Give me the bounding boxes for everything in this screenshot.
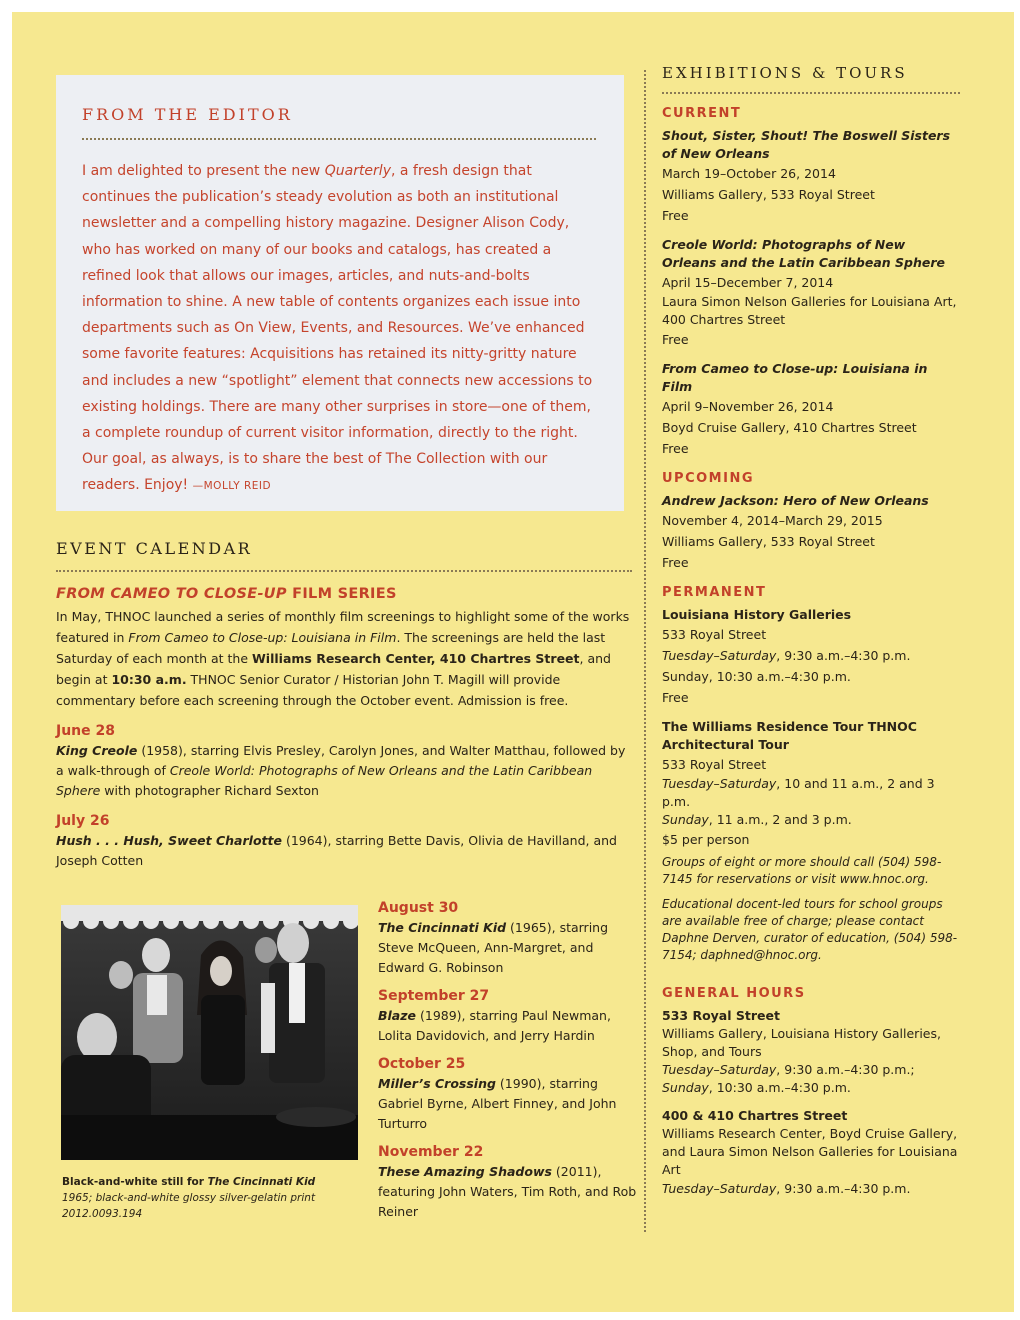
- exhibition-location: Williams Gallery, 533 Royal Street: [662, 187, 875, 202]
- permanent-title: The Williams Residence Tour THNOC Architectural Tour: [662, 719, 917, 752]
- permanent-hours-2: Sunday, 10:30 a.m.–4:30 p.m.: [662, 669, 851, 684]
- film-still-photo: [61, 905, 358, 1160]
- permanent-address: 533 Royal Street: [662, 757, 767, 772]
- exhibitions-heading: EXHIBITIONS & TOURS: [662, 64, 908, 82]
- intro-time: 10:30 a.m.: [111, 672, 187, 687]
- calendar-heading: EVENT CALENDAR: [56, 539, 253, 558]
- hours-location: 533 Royal Street: [662, 1008, 780, 1023]
- event-calendar: [56, 539, 632, 871]
- exhibition-title: [662, 360, 960, 396]
- hours-times: , 9:30 a.m.–4:30 p.m.;: [776, 1062, 915, 1077]
- exhibition-location: Laura Simon Nelson Galleries for Louisiana Art, 400 Chartres Street: [662, 294, 957, 327]
- event-description: [378, 1006, 640, 1046]
- film-still-image: [61, 905, 358, 1160]
- permanent-item: [662, 606, 960, 708]
- hours-times: , 9:30 a.m.–4:30 p.m.: [776, 648, 911, 663]
- intro-part-3: , and begin at: [56, 651, 611, 687]
- event-description: [378, 918, 640, 978]
- hours-desc: Williams Research Center, Boyd Cruise Gallery, and Laura Simon Nelson Galleries for Louisiana Art: [662, 1126, 958, 1177]
- event-description: [56, 741, 632, 801]
- hours-days: Tuesday–Saturday: [662, 776, 777, 791]
- groups-note: Groups of eight or more should call (504) 598-7145 for reservations or visit www.hnoc.org.: [662, 855, 942, 886]
- exhibition-title-text: From Cameo to Close-up: Louisiana in Film: [662, 361, 928, 394]
- event-text: (1989), starring Paul Newman, Lolita Davidovich, and Jerry Hardin: [378, 1008, 611, 1043]
- hours-line: [662, 1061, 960, 1079]
- event-text: (1965), starring Steve McQueen, Ann-Margret, and Edward G. Robinson: [378, 920, 609, 975]
- exhibition-dates: April 15–December 7, 2014: [662, 275, 834, 290]
- editor-body: [82, 158, 596, 500]
- later-events: [378, 896, 640, 1232]
- permanent-label: PERMANENT: [662, 585, 767, 600]
- exhibition-title: [662, 492, 960, 510]
- column-divider: [644, 70, 646, 1232]
- calendar-rule: [56, 570, 632, 572]
- exhibition-title-text: Andrew Jackson: Hero of New Orleans: [662, 493, 929, 508]
- exhibition-title: [662, 127, 960, 163]
- permanent-price: Free: [662, 690, 689, 705]
- event-text-2: with photographer Richard Sexton: [100, 783, 319, 798]
- event-film-title: These Amazing Shadows: [378, 1164, 552, 1179]
- exhibitions-column: [662, 64, 960, 1209]
- hours-times: , 10 and 11 a.m., 2 and 3 p.m.: [662, 776, 935, 809]
- editor-text-2: , a fresh design that continues the publication’s steady evolution as both an institutional newsletter and a compelling history magazine. Designer Alison Cody, who has worked on many of our books and catalogs, has created a refined look that allows our images, articles, and nuts-and-bolts information to shine. A new table of contents organizes each issue into departments such as On View, Events, and Resources. We’ve enhanced some favorite features: Acquisitions has retained its nitty-gritty nature and includes a new “spotlight” element that connects new accessions to existing holdings. There are many other surprises in store—one of them, a complete roundup of current visitor information, directly to the right. Our goal, as always, is to share the best of The Collection with our readers. Enjoy!: [82, 163, 593, 494]
- hours-item: [662, 1107, 960, 1199]
- editor-signature: —MOLLY REID: [192, 480, 272, 493]
- exhibition-price: Free: [662, 332, 689, 347]
- exhibition-title-text: Shout, Sister, Shout! The Boswell Sisters of New Orleans: [662, 128, 951, 161]
- hours-line-2: [662, 1079, 960, 1097]
- hours-days: Tuesday–Saturday: [662, 648, 777, 663]
- exhibition-price: Free: [662, 208, 689, 223]
- photo-caption: [62, 1174, 362, 1222]
- event-film-title: Hush . . . Hush, Sweet Charlotte: [56, 833, 282, 848]
- editor-heading: FROM THE EDITOR: [82, 105, 293, 124]
- exhibition-price: Free: [662, 441, 689, 456]
- caption-film-title: The Cincinnati Kid: [207, 1176, 316, 1188]
- event-description: [378, 1074, 640, 1134]
- event-description: [378, 1162, 640, 1222]
- hours-location: 400 & 410 Chartres Street: [662, 1108, 848, 1123]
- education-note: Educational docent-led tours for school groups are available free of charge; please contact Daphne Derven, curator of education, (504) 598-7154; daphned@hnoc.org.: [662, 897, 958, 962]
- event-text: (1964), starring Bette Davis, Olivia de Havilland, and Joseph Cotten: [56, 833, 617, 868]
- permanent-address: 533 Royal Street: [662, 627, 767, 642]
- exhibition-item: [662, 492, 960, 573]
- exhibition-title: [662, 236, 960, 272]
- editor-rule: [82, 138, 596, 140]
- exhibition-item: [662, 236, 960, 350]
- hours-item: [662, 1007, 960, 1097]
- event-film-title: The Cincinnati Kid: [378, 920, 507, 935]
- exhibition-item: [662, 127, 960, 226]
- general-hours-label: GENERAL HOURS: [662, 986, 806, 1001]
- exhibition-dates: April 9–November 26, 2014: [662, 399, 834, 414]
- intro-part-1: In May, THNOC launched a series of monthly film screenings to highlight some of the works featured in: [56, 609, 630, 645]
- exhibition-location: Boyd Cruise Gallery, 410 Chartres Street: [662, 420, 917, 435]
- hours-days: Sunday: [662, 1080, 709, 1095]
- permanent-item: [662, 718, 960, 964]
- exhibition-title-text: Creole World: Photographs of New Orleans and the Latin Caribbean Sphere: [662, 237, 946, 270]
- intro-italic: From Cameo to Close-up: Louisiana in Film: [128, 630, 397, 645]
- permanent-hours: [662, 775, 960, 811]
- series-title: [56, 586, 632, 602]
- event-film-title: Blaze: [378, 1008, 417, 1023]
- exhibition-item: [662, 360, 960, 459]
- hours-line: [662, 1179, 960, 1199]
- permanent-title: Louisiana History Galleries: [662, 607, 852, 622]
- exhibitions-rule: [662, 92, 960, 94]
- photo-illustration: [61, 905, 358, 1160]
- editor-box: [56, 75, 624, 511]
- event-film-title: King Creole: [56, 743, 138, 758]
- permanent-price: $5 per person: [662, 832, 750, 847]
- event-date: November 22: [378, 1144, 484, 1160]
- intro-part-2: . The screenings are held the last Saturday of each month at the: [56, 630, 606, 666]
- series-intro: [56, 606, 632, 711]
- editor-text-1: I am delighted to present the new: [82, 163, 325, 179]
- exhibition-dates: November 4, 2014–March 29, 2015: [662, 513, 883, 528]
- upcoming-label: UPCOMING: [662, 471, 754, 486]
- intro-part-4: THNOC Senior Curator / Historian John T. Magill will provide commentary before each screening through the October event. Admission is free.: [56, 672, 569, 708]
- hours-days: Sunday: [662, 812, 709, 827]
- hours-days: Tuesday–Saturday: [662, 1181, 777, 1196]
- event-date: September 27: [378, 988, 490, 1004]
- hours-times: , 9:30 a.m.–4:30 p.m.: [776, 1181, 911, 1196]
- hours-times: , 10:30 a.m.–4:30 p.m.: [708, 1080, 851, 1095]
- exhibition-price: Free: [662, 555, 689, 570]
- event-text: (1958), starring Elvis Presley, Carolyn Jones, and Walter Matthau, followed by a walk-through of: [56, 743, 626, 778]
- event-date: July 26: [56, 813, 110, 829]
- editor-quarterly: Quarterly: [324, 163, 391, 179]
- hours-days: Tuesday–Saturday: [662, 1062, 777, 1077]
- hours-times: , 11 a.m., 2 and 3 p.m.: [708, 812, 852, 827]
- current-label: CURRENT: [662, 106, 742, 121]
- exhibition-location: Williams Gallery, 533 Royal Street: [662, 534, 875, 549]
- event-description: [56, 831, 632, 871]
- series-title-italic: FROM CAMEO TO CLOSE-UP: [56, 586, 287, 602]
- event-date: August 30: [378, 900, 459, 916]
- caption-meta: 1965; black-and-white glossy silver-gelatin print: [62, 1192, 316, 1204]
- event-text: (1990), starring Gabriel Byrne, Albert Finney, and John Turturro: [378, 1076, 617, 1131]
- caption-title: [62, 1174, 362, 1190]
- caption-prefix: Black-and-white still for: [62, 1176, 208, 1188]
- exhibition-dates: March 19–October 26, 2014: [662, 166, 836, 181]
- hours-desc: Williams Gallery, Louisiana History Galleries, Shop, and Tours: [662, 1026, 941, 1059]
- series-title-rest: FILM SERIES: [286, 586, 397, 602]
- caption-accession: 2012.0093.194: [62, 1208, 143, 1220]
- permanent-hours: [662, 645, 960, 666]
- event-film-title: Miller’s Crossing: [378, 1076, 496, 1091]
- intro-venue: Williams Research Center, 410 Chartres Street: [252, 651, 580, 666]
- event-date: June 28: [56, 723, 115, 739]
- event-text: (2011), featuring John Waters, Tim Roth, and Rob Reiner: [378, 1164, 637, 1219]
- permanent-hours-2: [662, 811, 960, 829]
- event-date: October 25: [378, 1056, 466, 1072]
- event-italic: Creole World: Photographs of New Orleans and the Latin Caribbean Sphere: [56, 763, 593, 798]
